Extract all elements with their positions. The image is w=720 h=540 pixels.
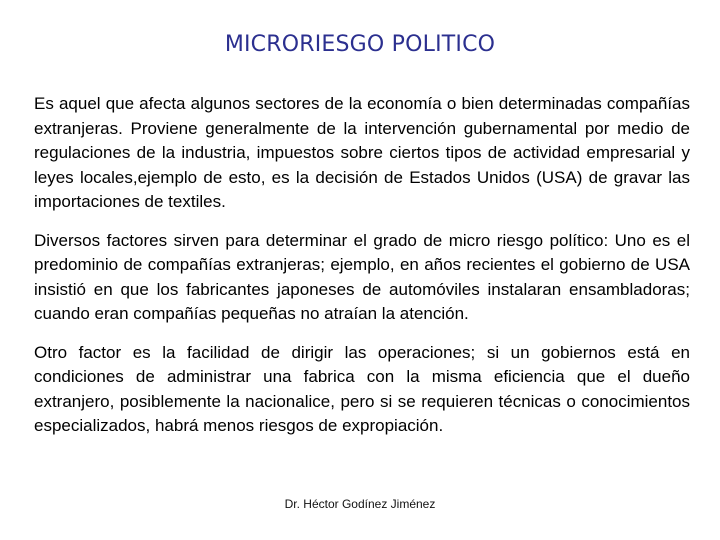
slide-footer-author: Dr. Héctor Godínez Jiménez — [284, 497, 436, 511]
slide-body — [34, 92, 690, 453]
paragraph-factors: Diversos factores sirven para determinar el grado de micro riesgo político: Uno es el predominio de compañías extranjeras; ejemplo, en años recientes el gobierno de USA insistió en que los fabricantes japoneses de automóviles instalaran ensambladoras; cuando eran compañías pequeñas no atraían la atención. — [34, 230, 690, 323]
paragraph-operations: Otro factor es la facilidad de dirigir las operaciones; si un gobiernos está en condiciones de administrar una fabrica con la misma eficiencia que el dueño extranjero, posiblemente la nacionalice, pero si se requieren técnicas o conocimientos especializados, habrá menos riesgos de expropiación. — [34, 342, 690, 435]
paragraph-definition: Es aquel que afecta algunos sectores de la economía o bien determinadas compañías extranjeras. Proviene generalmente de la intervención gubernamental por medio de regulaciones de la industria, impuestos sobre ciertos tipos de actividad empresarial y leyes locales,ejemplo de esto, es la decisión de Estados Unidos (USA) de gravar las importaciones de textiles. — [34, 94, 690, 211]
slide-title: MICRORIESGO POLITICO — [224, 32, 496, 57]
